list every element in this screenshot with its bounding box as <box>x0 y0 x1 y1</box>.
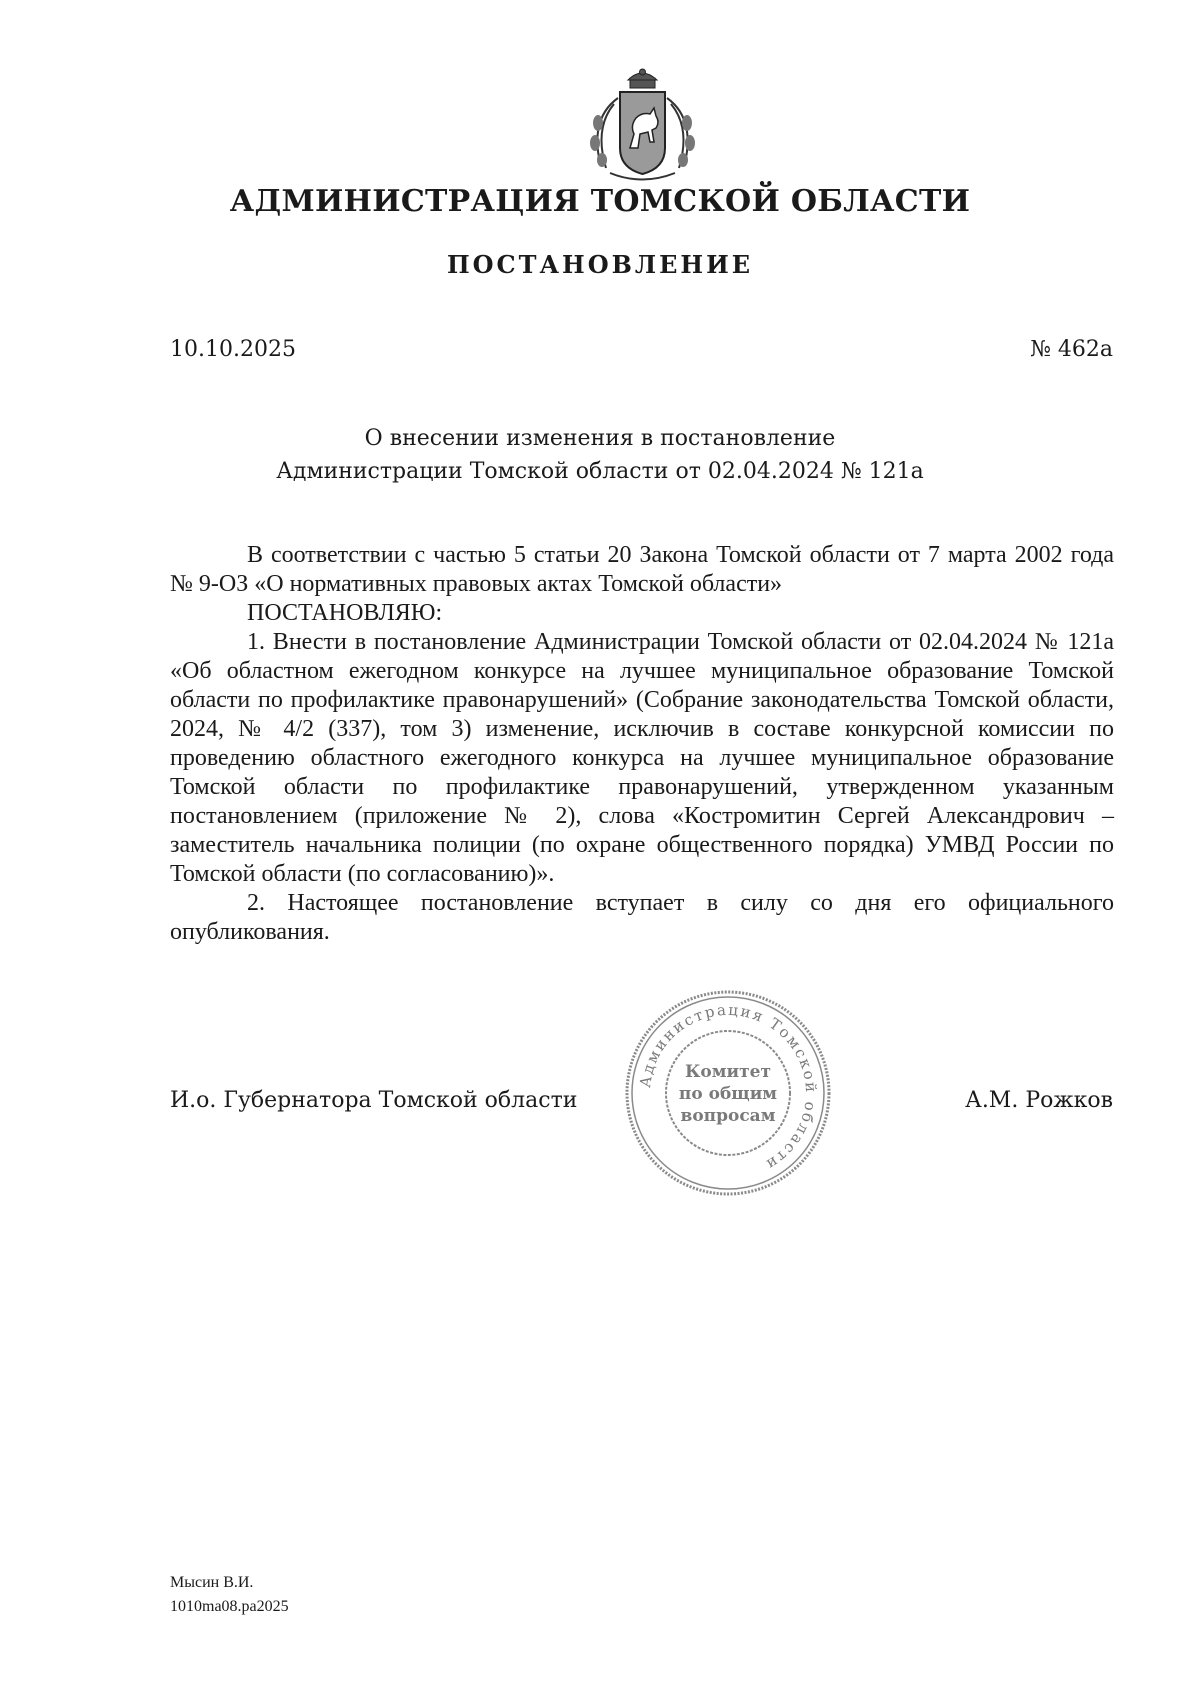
document-code: 1010ma08.pa2025 <box>170 1598 289 1615</box>
seal-center-line-1: Комитет <box>684 1062 772 1082</box>
seal-center-line-3: вопросам <box>680 1106 776 1126</box>
item-1-paragraph: 1. Внести в постановление Администрации Томской области от 02.04.2024 № 121а «Об областном ежегодном конкурсе на лучшее муниципальное образование Томской области по профилактике правонарушений» (Собрание законодательства Томской области, 2024, № 4/2 (337), том 3) изменение, исключив в составе конкурсной комиссии по проведению областного ежегодного конкурса на лучшее муниципальное образование Томской области по профилактике правонарушений, утвержденном указанным постановлением (приложение № 2), слова «Костромитин Сергей Александрович – заместитель начальника полиции (по охране общественного порядка) УМВД России по Томской области (по согласованию)». <box>170 629 1114 887</box>
document-body <box>170 541 1114 947</box>
item-2-paragraph: 2. Настоящее постановление вступает в силу со дня его официального опубликования. <box>170 890 1114 945</box>
document-date: 10.10.2025 <box>170 337 296 362</box>
organization-title: АДМИНИСТРАЦИЯ ТОМСКОЙ ОБЛАСТИ <box>229 184 971 219</box>
subject-line-1: О внесении изменения в постановление <box>364 426 836 451</box>
resolve-heading: ПОСТАНОВЛЯЮ: <box>247 600 443 626</box>
executor-name: Мысин В.И. <box>170 1574 254 1591</box>
document-number: № 462а <box>1030 337 1113 362</box>
seal-stamp-icon <box>622 987 834 1199</box>
seal-center-line-2: по общим <box>678 1084 778 1104</box>
signer-name: А.М. Рожков <box>965 1088 1113 1113</box>
signer-title: И.о. Губернатора Томской области <box>170 1088 578 1113</box>
document-type: ПОСТАНОВЛЕНИЕ <box>446 250 754 279</box>
preamble-paragraph: В соответствии с частью 5 статьи 20 Закона Томской области от 7 марта 2002 года № 9-ОЗ «О нормативных правовых актах Томской области» <box>170 542 1114 597</box>
seal-ring-text: Администрация Томской области <box>636 1000 821 1175</box>
document-subject <box>0 422 1200 488</box>
coat-of-arms-icon <box>580 68 705 188</box>
subject-line-2: Администрации Томской области от 02.04.2024 № 121а <box>276 459 924 484</box>
